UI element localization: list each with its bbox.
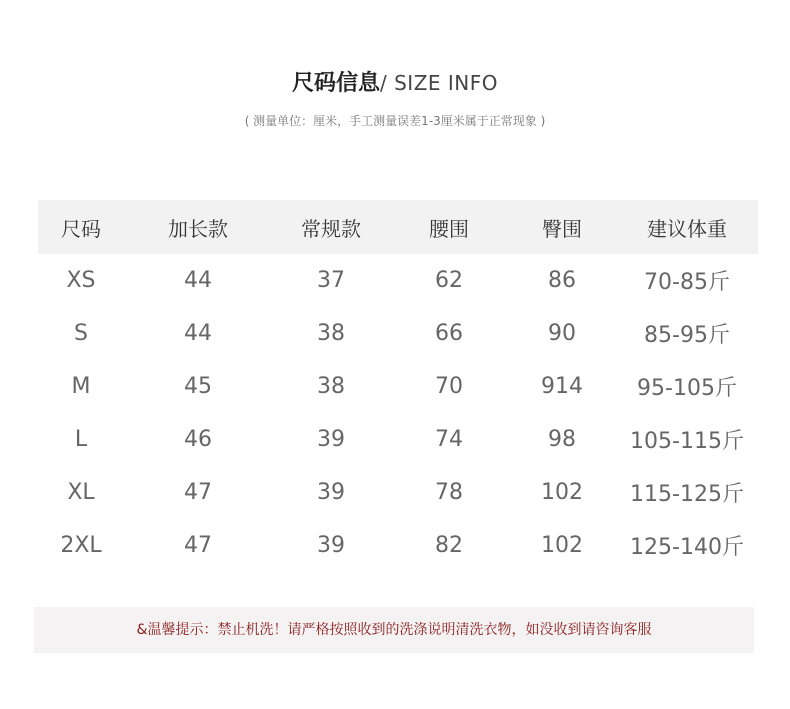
size-table [38, 200, 758, 572]
cell-weight: 70-85斤 [644, 270, 730, 295]
cell-size: XL [67, 480, 95, 505]
cell-hip: 102 [541, 480, 583, 505]
cell-long-length: 47 [184, 533, 212, 558]
cell-regular-length: 39 [317, 427, 345, 452]
cell-hip: 98 [548, 427, 576, 452]
cell-waist: 70 [435, 374, 463, 399]
cell-regular-length: 38 [317, 374, 345, 399]
cell-size: M [71, 374, 91, 399]
cell-hip: 914 [541, 374, 583, 399]
cell-regular-length: 37 [317, 268, 345, 293]
cell-long-length: 44 [184, 321, 212, 346]
measurement-note: ( 测量单位：厘米，手工测量误差1-3厘米属于正常现象 ) [244, 114, 546, 128]
cell-hip: 90 [548, 321, 576, 346]
cell-long-length: 45 [184, 374, 212, 399]
cell-long-length: 44 [184, 268, 212, 293]
cell-regular-length: 39 [317, 533, 345, 558]
table-row [38, 360, 758, 413]
cell-size: L [74, 427, 88, 452]
cell-regular-length: 38 [317, 321, 345, 346]
header-regular-length: 常规款 [301, 216, 361, 241]
title-chinese: 尺码信息 [291, 71, 380, 96]
cell-waist: 66 [435, 321, 463, 346]
table-row [38, 413, 758, 466]
cell-waist: 78 [435, 480, 463, 505]
table-header-row [38, 200, 758, 254]
table-row [38, 307, 758, 360]
title-english: / SIZE INFO [380, 71, 498, 95]
cell-size: XS [66, 268, 96, 293]
section-title [0, 66, 790, 97]
cell-waist: 74 [435, 427, 463, 452]
cell-long-length: 47 [184, 480, 212, 505]
header-hip: 臀围 [542, 216, 582, 241]
cell-weight: 125-140斤 [630, 535, 744, 560]
header-weight: 建议体重 [647, 216, 727, 241]
cell-size: S [74, 321, 88, 346]
cell-long-length: 46 [184, 427, 212, 452]
care-notice: &温馨提示：禁止机洗！请严格按照收到的洗涤说明清洗衣物，如没收到请咨询客服 [34, 607, 754, 653]
header-long-length: 加长款 [168, 216, 228, 241]
table-row [38, 519, 758, 572]
cell-weight: 85-95斤 [644, 323, 730, 348]
header-waist: 腰围 [429, 216, 469, 241]
cell-hip: 102 [541, 533, 583, 558]
cell-weight: 115-125斤 [630, 482, 744, 507]
cell-weight: 105-115斤 [630, 429, 744, 454]
table-row [38, 466, 758, 519]
cell-regular-length: 39 [317, 480, 345, 505]
cell-waist: 62 [435, 268, 463, 293]
cell-weight: 95-105斤 [637, 376, 737, 401]
cell-hip: 86 [548, 268, 576, 293]
cell-waist: 82 [435, 533, 463, 558]
table-row [38, 254, 758, 307]
cell-size: 2XL [60, 533, 102, 558]
header-size: 尺码 [61, 216, 101, 241]
